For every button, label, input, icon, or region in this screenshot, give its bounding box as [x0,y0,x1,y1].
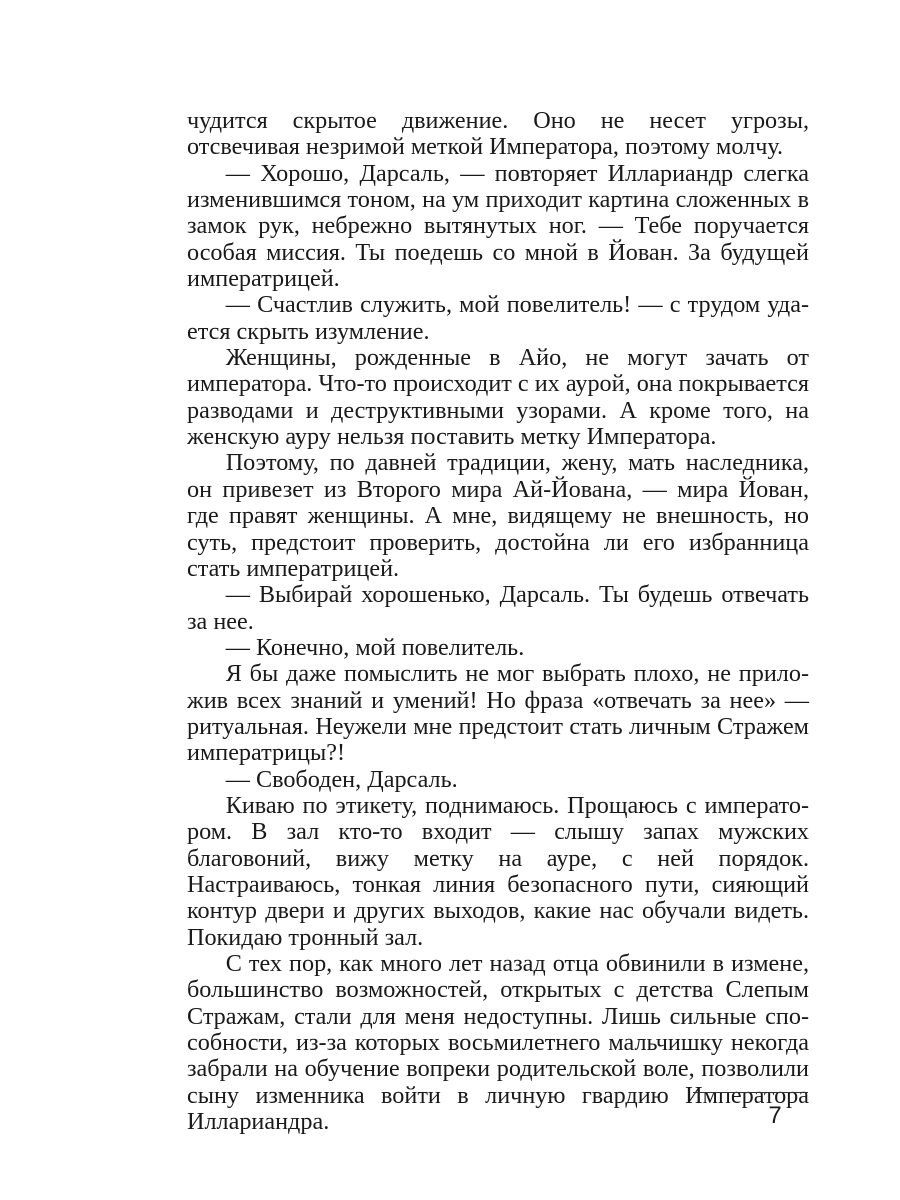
paragraph-5: Поэтому, по давней традиции, жену, мать наследника, он привезет из Второго мира Ай-Йована, — мира Йован, где правят женщины. А мне, видящему не внешность, но суть, предстоит проверить, достойна ли его избранница стать императрицей. [187,449,809,582]
paragraph-8: Я бы даже помыслить не мог выбрать плохо, не приложив всех знаний и умений! Но фраза «отвечать за нее» — ритуальная. Неужели мне предстоит стать личным Стражем императрицы?! [187,660,809,767]
body-text [187,108,809,1135]
footer-rule [693,1092,808,1093]
paragraph-6: — Выбирай хорошенько, Дарсаль. Ты будешь отвечать за нее. [187,581,809,635]
paragraph-2: — Хорошо, Дарсаль, — повторяет Иллариандр слегка изменившимся тоном, на ум приходит картина сложенных в замок рук, небрежно вытянутых ног. — Тебе поручается особая миссия. Ты поедешь со мной в Йован. За будущей императрицей. [187,159,809,293]
paragraph-4: Женщины, рожденные в Айо, не могут зачать от императора. Что-то происходит с их аурой, она покрывается разводами и деструктивными узорами. А кроме того, на женскую ауру нельзя поставить метку Императора. [187,344,809,451]
page-number: 7 [768,1102,782,1129]
paragraph-9: — Свободен, Дарсаль. [225,765,458,793]
paragraph-3: — Счастлив служить, мой повелитель! — с трудом удается скрыть изумление. [187,291,809,345]
paragraph-7: — Конечно, мой повелитель. [225,633,525,661]
paragraph-11: С тех пор, как много лет назад отца обвинили в измене, большинство возможностей, открытых с детства Слепым Стражам, стали для меня недоступны. Лишь сильные способности, из-за которых восьмилетнего мальчишку некогда забрали на обучение вопреки родительской воле, позволили сыну изменника войти в личную гвардию Императора Иллариандра. [187,950,809,1136]
paragraph-1: чудится скрытое движение. Оно не несет угрозы, отсвечивая незримой меткой Императора, поэтому молчу. [187,107,809,161]
paragraph-10: Киваю по этикету, поднимаюсь. Прощаюсь с императором. В зал кто-то входит — слышу запах мужских благовоний, вижу метку на ауре, с ней порядок. Настраиваюсь, тонкая линия безопасного пути, сияющий контур двери и других выходов, какие нас обучали видеть. Покидаю тронный зал. [187,791,809,951]
